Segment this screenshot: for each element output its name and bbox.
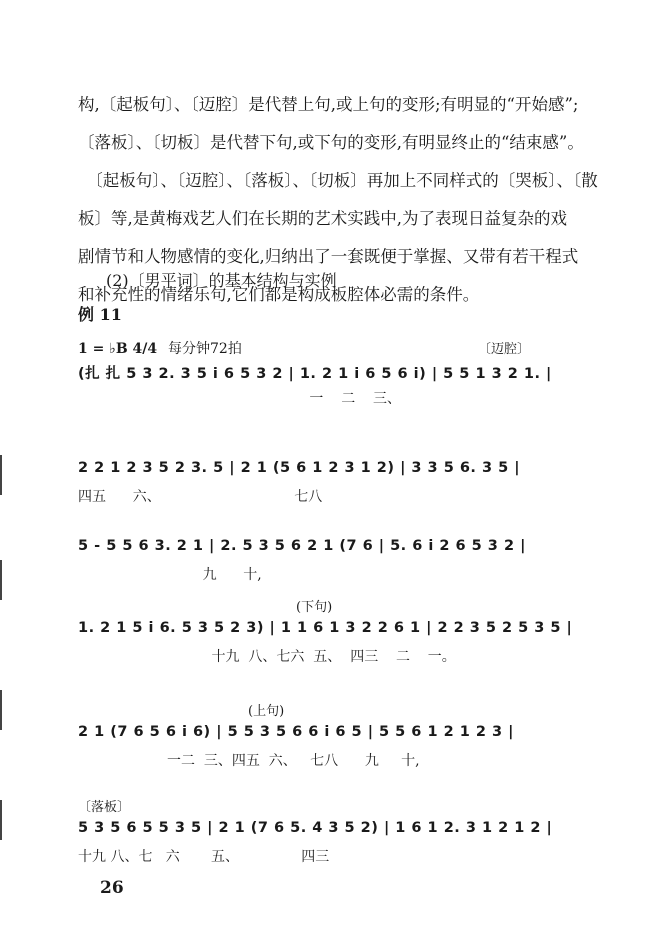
score-system-3: [78, 514, 618, 594]
paragraph-line: 〔起板句〕、〔迈腔〕、〔落板〕、〔切板〕再加上不同样式的〔哭板〕、〔散: [78, 171, 598, 190]
paragraph-line: 构,〔起板句〕、〔迈腔〕是代替上句,或上句的变形;有明显的“开始感”;: [78, 95, 579, 114]
page-number: 26: [100, 878, 124, 898]
score-system-4: [78, 596, 618, 676]
key: 1 = ♭B: [78, 341, 128, 357]
lyrics-line: 四五 六、 七八: [78, 489, 323, 505]
score-system-2: [78, 436, 618, 516]
tempo: 每分钟72拍: [168, 341, 242, 357]
paragraph-line: 和补充性的情绪乐句,它们都是构成板腔体必需的条件。: [78, 285, 480, 304]
paragraph-line: 剧情节和人物感情的变化,归纳出了一套既便于掌握、又带有若干程式: [78, 247, 579, 266]
lyrics-line: 十九 八、七六 五、 四三 二 一。: [78, 649, 456, 665]
lyrics-line: 十九 八、七 六 五、 四三: [78, 849, 330, 865]
section-marker: (上句): [248, 704, 285, 719]
paragraph-line: 〔落板〕、〔切板〕是代替下句,或下句的变形,有明显终止的“结束感”。: [78, 133, 584, 152]
binding-edge: [0, 800, 2, 840]
notes-line: 5 - 5 5 6 3. 2 1 | 2. 5 3 5 6 2 1 (7 6 | 5. 6 i 2 6 5 3 2 |: [78, 538, 526, 554]
lyrics-line: 一二 三、四五 六、 七八 九 十,: [78, 753, 420, 769]
section-marker: (下句): [296, 600, 333, 615]
score-system-1: [78, 338, 618, 418]
lyrics-line: 九 十,: [78, 567, 262, 583]
section-marker: 〔落板〕: [78, 800, 131, 815]
notes-line: (扎 扎 5 3 2. 3 5 i 6 5 3 2 | 1. 2 1 i 6 5 6 i) | 5 5 1 3 2 1. |: [78, 366, 552, 382]
binding-edge: [0, 690, 2, 730]
score-system-6: [78, 796, 618, 876]
section-heading: (2)〔男平词〕的基本结构与实例: [106, 271, 337, 290]
notes-line: 5 3 5 6 5 5 3 5 | 2 1 (7 6 5. 4 3 5 2) | 1 6 1 2. 3 1 2 1 2 |: [78, 820, 553, 836]
notes-line: 1. 2 1 5 i 6. 5 3 5 2 3) | 1 1 6 1 3 2 2 6 1 | 2 2 3 5 2 5 3 5 |: [78, 620, 573, 636]
notes-line: 2 1 (7 6 5 6 i 6) | 5 5 3 5 6 6 i 6 5 | 5 5 6 1 2 1 2 3 |: [78, 724, 514, 740]
score-system-5: [78, 700, 618, 780]
paragraph-line: 板〕等,是黄梅戏艺人们在长期的艺术实践中,为了表现日益复杂的戏: [78, 209, 567, 228]
lyrics-line: 一 二 三、: [78, 391, 402, 407]
example-label: 例 11: [78, 305, 122, 324]
section-marker: 〔迈腔〕: [478, 342, 531, 357]
binding-edge: [0, 560, 2, 600]
notes-line: 2 2 1 2 3 5 2 3. 5 | 2 1 (5 6 1 2 3 1 2) | 3 3 5 6. 3 5 |: [78, 460, 521, 476]
binding-edge: [0, 455, 2, 495]
meter: 4/4: [132, 341, 158, 357]
